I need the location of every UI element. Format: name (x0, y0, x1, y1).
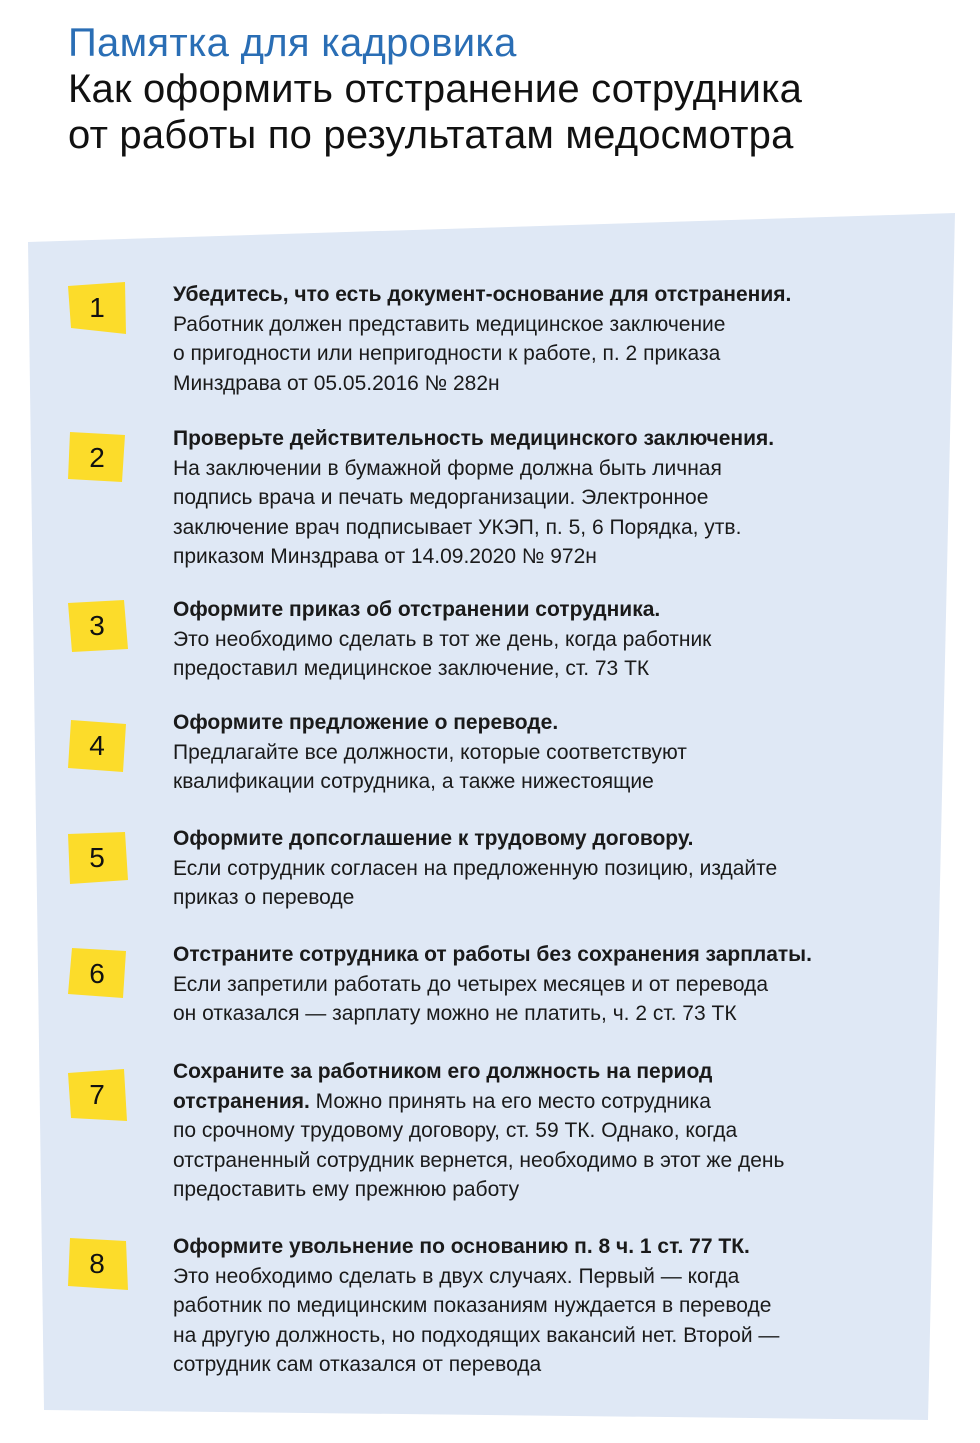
step-line: предоставить ему прежнюю работу (173, 1178, 520, 1201)
step-title: Оформите приказ об отстранении сотрудника. (173, 598, 661, 621)
step-text (173, 280, 913, 398)
step-line: Если сотрудник согласен на предложенную позицию, издайте (173, 856, 778, 880)
step-number: 7 (89, 1079, 105, 1110)
step-title: Убедитесь, что есть документ-основание для отстранения. (173, 283, 792, 306)
step-number-badge (68, 600, 130, 652)
step-line: отстраненный сотрудник вернется, необходимо в этот же день (173, 1148, 785, 1172)
step-number: 6 (89, 958, 105, 989)
step-line: о пригодности или непригодности к работе, п. 2 приказа (173, 342, 721, 365)
step-number: 2 (89, 442, 105, 473)
step-number: 1 (89, 292, 105, 323)
step-text (173, 824, 913, 913)
step-title: Отстраните сотрудника от работы без сохранения зарплаты. (173, 943, 812, 966)
step-number-badge (68, 1069, 130, 1121)
step-number-badge (68, 832, 130, 884)
step-text (173, 1057, 913, 1205)
step-text (173, 424, 913, 572)
step-title: Оформите предложение о переводе. (173, 711, 559, 734)
step-line: Это необходимо сделать в двух случаях. Первый — когда (173, 1264, 740, 1288)
step-title: Сохраните за работником его должность на период (173, 1060, 713, 1083)
step-title: Оформите допсоглашение к трудовому договору. (173, 827, 694, 850)
step-text (173, 708, 913, 797)
step-title: Оформите увольнение по основанию п. 8 ч. 1 ст. 77 ТК. (173, 1235, 750, 1258)
step-line: работник по медицинским показаниям нуждается в переводе (173, 1294, 772, 1317)
step-line: На заключении в бумажной форме должна быть личная (173, 456, 722, 480)
step-line: он отказался — зарплату можно не платить, ч. 2 ст. 73 ТК (173, 1002, 737, 1025)
step-line: Работник должен представить медицинское заключение (173, 312, 726, 336)
step-line: на другую должность, но подходящих вакансий нет. Второй — (173, 1323, 780, 1347)
step-line: Если запретили работать до четырех месяцев и от перевода (173, 972, 768, 996)
step-line: по срочному трудовому договору, ст. 59 ТК. Однако, когда (173, 1119, 738, 1142)
step-line: Предлагайте все должности, которые соответствуют (173, 740, 687, 764)
step-line: Это необходимо сделать в тот же день, когда работник (173, 627, 712, 651)
step-number-badge (68, 1238, 130, 1290)
step-number: 4 (89, 730, 105, 761)
header-title-line-2: от работы по результатам медосмотра (68, 113, 794, 157)
step-text (173, 940, 913, 1029)
step-line-rest: Можно принять на его место сотрудника (309, 1089, 711, 1113)
step-line: заключение врач подписывает УКЭП, п. 5, 6 Порядка, утв. (173, 515, 742, 539)
step-title: Проверьте действительность медицинского заключения. (173, 427, 775, 450)
step-line: сотрудник сам отказался от перевода (173, 1353, 542, 1376)
step-text (173, 595, 913, 684)
step-title-continued: отстранения. (173, 1089, 310, 1113)
step-text (173, 1232, 913, 1380)
step-number-badge (68, 432, 130, 484)
header-title-line-1: Как оформить отстранение сотрудника (68, 67, 803, 111)
step-number-badge (68, 282, 130, 334)
step-number-badge (68, 948, 130, 1000)
header-kicker: Памятка для кадровика (68, 21, 517, 65)
step-number: 8 (89, 1248, 105, 1279)
step-number: 3 (89, 610, 105, 641)
step-line: приказ о переводе (173, 886, 355, 909)
step-number: 5 (89, 842, 105, 873)
step-line: Минздрава от 05.05.2016 № 282н (173, 371, 500, 395)
step-line: предоставил медицинское заключение, ст. 73 ТК (173, 657, 650, 680)
step-line: подпись врача и печать медорганизации. Электронное (173, 486, 709, 509)
step-line: квалификации сотрудника, а также нижестоящие (173, 770, 654, 793)
step-line: приказом Минздрава от 14.09.2020 № 972н (173, 545, 597, 568)
step-line (173, 1087, 913, 1117)
step-number-badge (68, 720, 130, 772)
